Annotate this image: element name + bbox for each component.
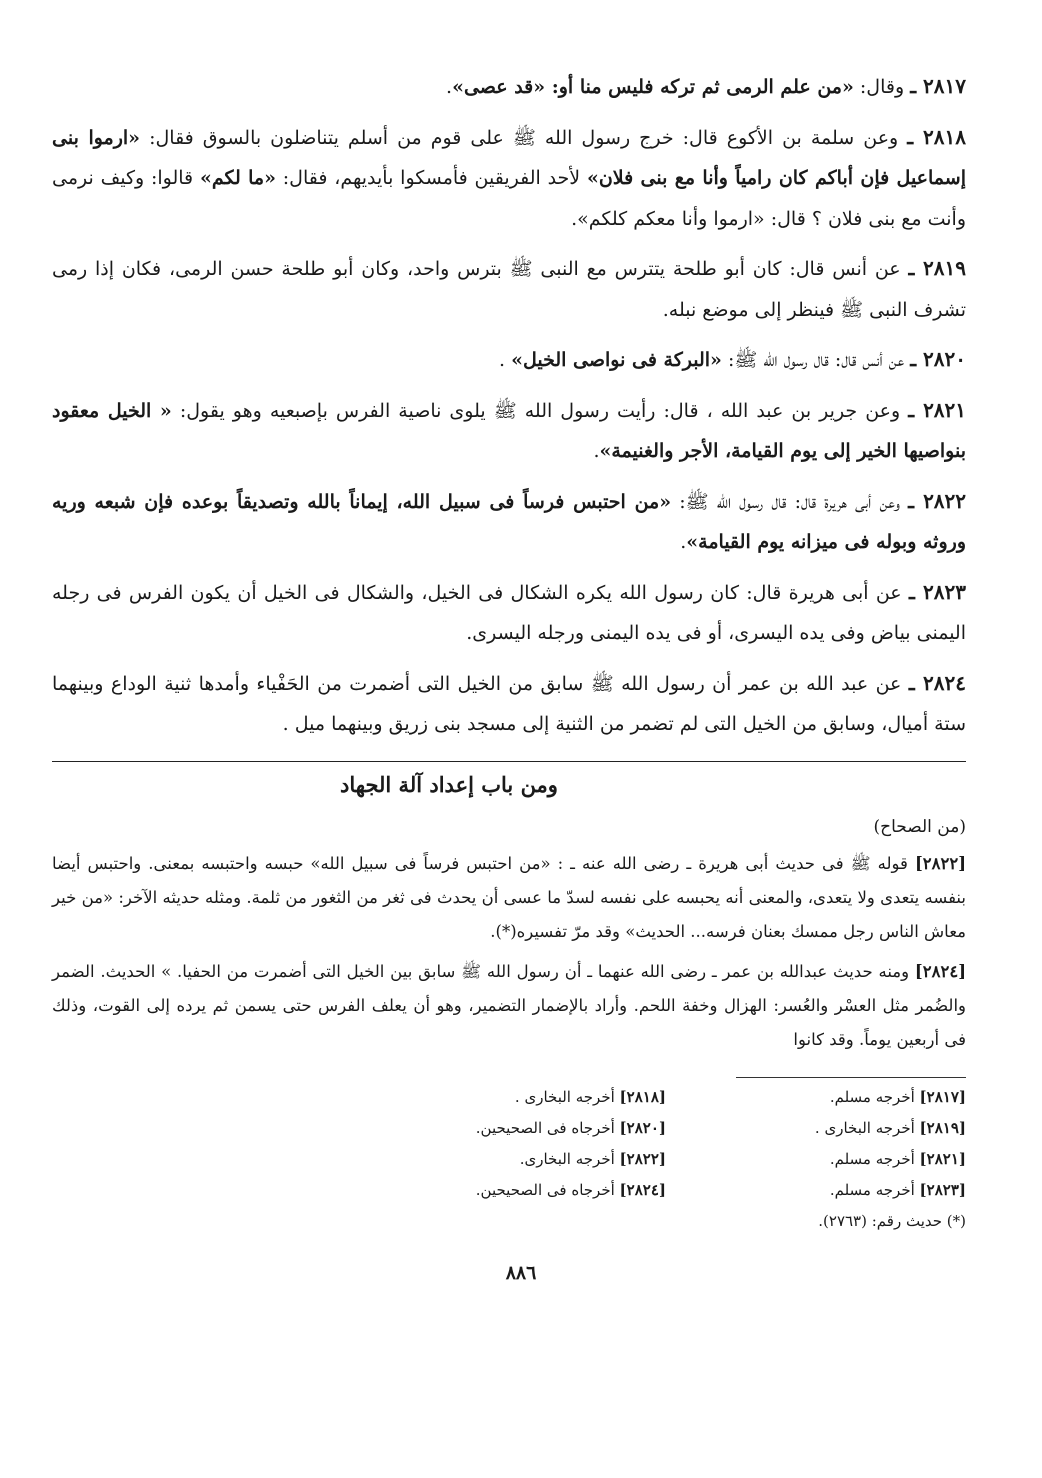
hadith-2817 bbox=[52, 66, 966, 108]
footnote-item bbox=[706, 1082, 966, 1113]
hadith-text: وقال: bbox=[859, 76, 905, 98]
footnote-number: [٢٨٢١] bbox=[919, 1149, 966, 1168]
commentary-text: ومنه حديث عبدالله بن عمر ـ رضى الله عنهما ـ أن رسول الله ﷺ سابق بين الخيل التى أضمرت من الحفيا. » الحديث. الضمر والضُمر مثل العسْر والعُسر: الهزال وخفة اللحم. وأراد بالإضمار التضمير، وهو أن يعلف الفرس حتى يسمن ثم يرده إلى القوت، وذلك فى أربعين يوماً. وقد كانوا bbox=[52, 961, 966, 1049]
hadith-quote: « الخيل معقود بنواصيها الخير إلى يوم القيامة، الأجر والغنيمة» bbox=[52, 399, 966, 462]
hadith-quote-2: «ما لكم» bbox=[199, 167, 276, 189]
hadith-text: وعن سلمة بن الأكوع قال: خرج رسول الله ﷺ على قوم من أسلم يتناضلون بالسوق فقال: bbox=[149, 126, 899, 149]
hadith-text-end: . bbox=[498, 349, 506, 371]
footnote-item bbox=[706, 1175, 966, 1206]
footnote-number: [٢٨١٩] bbox=[919, 1118, 966, 1137]
hadith-2818 bbox=[52, 117, 966, 240]
section-title: ومن باب إعداد آلة الجهاد bbox=[340, 771, 558, 797]
commentary-text: قوله ﷺ فى حديث أبى هريرة ـ رضى الله عنه ـ : «من احتبس فرساً فى سبيل الله» حبسه واحتبسه بمعنى. واحتبس أيضا بنفسه يتعدى ولا يتعدى، والمعنى أنه يحبسه على نفسه لسدّ ما عسى أن يحدث فى ثغر من الثغور من ثلمة. ومثله حديثه الآخر: «من خير معاش الناس رجل ممسك بعنان فرسه... الحديث» وقد مرّ تفسيره(*). bbox=[52, 853, 966, 941]
footnote-text: أخرجه البخارى. bbox=[519, 1149, 615, 1168]
commentary-2822 bbox=[52, 847, 966, 949]
commentary-number: [٢٨٢٢] bbox=[914, 853, 967, 873]
hadith-2821 bbox=[52, 390, 966, 472]
hadith-number: ٢٨١٩ ـ bbox=[908, 256, 966, 280]
hadith-2819 bbox=[52, 248, 966, 330]
footnote-number: [٢٨١٨] bbox=[619, 1087, 666, 1106]
footnote-item bbox=[706, 1144, 966, 1175]
hadith-number: ٢٨٢٤ ـ bbox=[908, 670, 966, 695]
hadith-text: عن أبى هريرة قال: كان رسول الله يكره الشكال فى الخيل، والشكال فى الخيل أن يكون الفرس فى رجله اليمنى بياض وفى يده اليسرى، أو فى يده اليمنى ورجله اليسرى. bbox=[52, 581, 966, 644]
hadith-number: ٢٨١٧ ـ bbox=[910, 74, 966, 98]
hadith-2823 bbox=[52, 572, 966, 654]
hadith-quote: «ارموا بنى إسماعيل فإن أباكم كان رامياً وأنا مع بنى فلان» bbox=[52, 126, 966, 189]
footnotes bbox=[406, 1082, 966, 1206]
hadith-text: وعن جرير بن عبد الله ، قال: رأيت رسول الله ﷺ يلوى ناصية الفرس بإصبعيه وهو يقول: bbox=[179, 399, 901, 422]
hadith-text-end: . bbox=[446, 76, 453, 98]
commentary-number: [٢٨٢٤] bbox=[914, 961, 966, 981]
commentary-2824 bbox=[52, 955, 966, 1057]
footnote-text: أخرجه مسلم. bbox=[829, 1149, 915, 1168]
footnote-number: [٢٨٢٠] bbox=[619, 1118, 666, 1137]
hadith-text: عن أنس قال: قال رسول الله ﷺ: bbox=[727, 349, 905, 371]
hadith-number: ٢٨٢١ ـ bbox=[908, 397, 967, 422]
footnote-number: [٢٨٢٣] bbox=[919, 1180, 966, 1199]
footnote-text: أخرجه البخارى . bbox=[814, 1118, 915, 1137]
sub-source-label: (من الصحاح) bbox=[873, 816, 966, 837]
footnote-text: أخرجه البخارى . bbox=[514, 1087, 615, 1106]
footnote-number: [٢٨٢٤] bbox=[619, 1180, 666, 1199]
hadith-text: وعن أبى هريرة قال: قال رسول الله ﷺ: bbox=[679, 490, 900, 513]
footnote-item bbox=[406, 1113, 666, 1144]
footnote-item bbox=[706, 1113, 966, 1144]
footnote-text: أخرجه مسلم. bbox=[829, 1087, 915, 1106]
hadith-2820 bbox=[52, 339, 966, 381]
footnote-text: أخرجاه فى الصحيحين. bbox=[475, 1180, 615, 1199]
hadith-number: ٢٨٢٣ ـ bbox=[908, 579, 966, 604]
footnote-text: أخرجاه فى الصحيحين. bbox=[475, 1118, 615, 1137]
hadith-text: عن عبد الله بن عمر أن رسول الله ﷺ سابق من الخيل التى أضمرت من الحَفْياء وأمدها ثنية الوداع وبينهما ستة أميال، وسابق من الخيل التى لم تضمر من الثنية إلى مسجد بنى زريق وبينهما ميل . bbox=[52, 672, 966, 735]
footnote-number: [٢٨١٧] bbox=[919, 1087, 966, 1106]
hadith-number: ٢٨٢٠ ـ bbox=[910, 347, 966, 371]
hadith-number: ٢٨١٨ ـ bbox=[907, 124, 966, 149]
hadith-number: ٢٨٢٢ ـ bbox=[908, 488, 967, 513]
footnote-item bbox=[406, 1082, 666, 1113]
footnote-item bbox=[406, 1175, 666, 1206]
hadith-text-end: قالوا: وكيف نرمى وأنت مع بنى فلان ؟ قال: «ارموا وأنا معكم كلكم». bbox=[52, 167, 966, 230]
section-divider bbox=[52, 761, 966, 762]
hadith-text-end: . bbox=[680, 531, 687, 553]
hadith-quote: «من علم الرمى ثم تركه فليس منا أو: «قد عصى» bbox=[452, 76, 854, 98]
hadith-text: عن أنس قال: كان أبو طلحة يتترس مع النبى ﷺ بترس واحد، وكان أبو طلحة حسن الرمى، فكان إذا رمى تشرف النبى ﷺ فينظر إلى موضع نبله. bbox=[52, 258, 966, 321]
footnote-divider bbox=[736, 1077, 966, 1078]
page-number: ٨٨٦ bbox=[505, 1262, 537, 1284]
hadith-2822 bbox=[52, 481, 966, 563]
hadith-quote: «من احتبس فرساً فى سبيل الله، إيماناً بالله وتصديقاً بوعده فإن شبعه وريه وروثه وبوله فى ميزانه يوم القيامة» bbox=[52, 490, 966, 553]
hadith-text-mid: لأحد الفريقين فأمسكوا بأيديهم، فقال: bbox=[282, 167, 581, 189]
footnote-text: أخرجه مسلم. bbox=[829, 1180, 915, 1199]
hadith-2824 bbox=[52, 663, 966, 745]
hadith-text-end: . bbox=[593, 440, 600, 462]
footnote-number: [٢٨٢٢] bbox=[619, 1149, 666, 1168]
asterisk-note: (*) حديث رقم: (٢٧٦٣). bbox=[818, 1211, 966, 1230]
hadith-quote: «البركة فى نواصى الخيل» bbox=[511, 349, 722, 371]
footnote-item bbox=[406, 1144, 666, 1175]
